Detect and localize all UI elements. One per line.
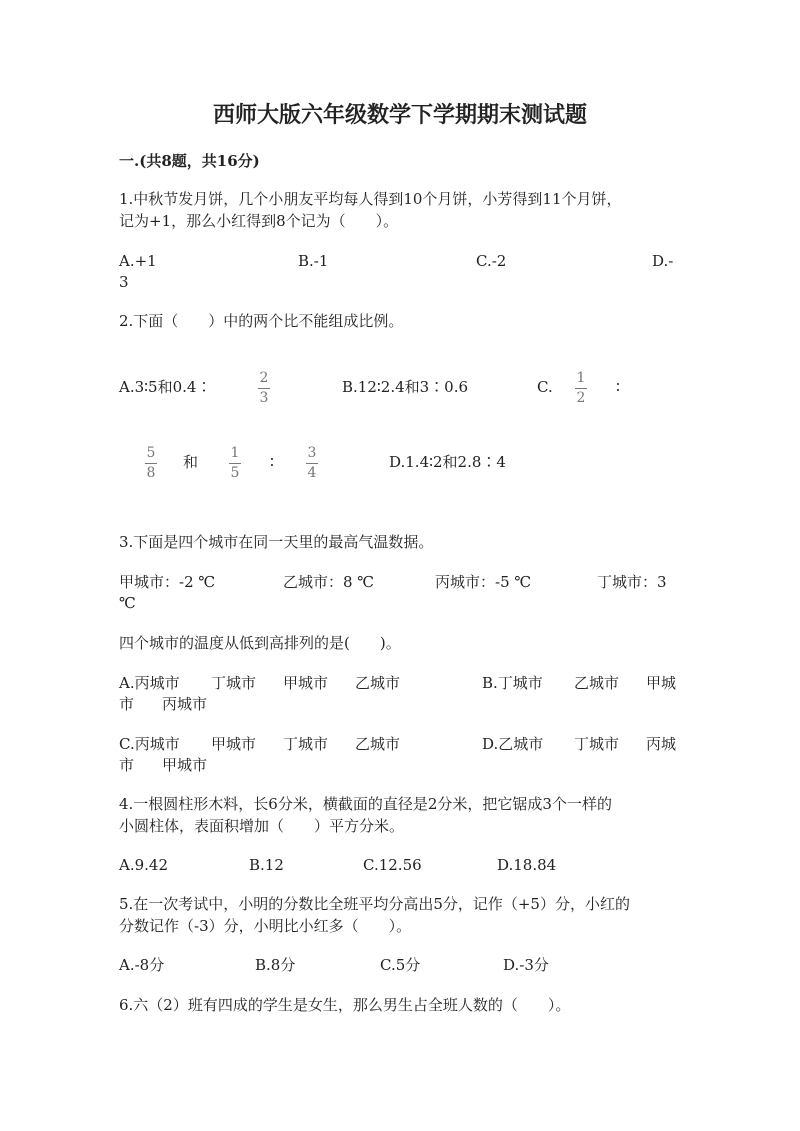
q2-stem: 2.下面（ ）中的两个比不能组成比例。 [119,312,404,330]
q1-option-d: D.- [652,252,674,270]
fraction-numerator: 5 [146,445,156,461]
q4-option-c: C.12.56 [363,856,422,874]
q1-option-b: B.-1 [298,252,329,270]
fraction-1-5 [229,445,241,482]
q3-option-c-1: C.丙城市 [119,735,180,753]
fraction-denominator: 8 [146,465,156,481]
q3-option-b-4: 市 [119,695,135,713]
q5-stem-line2: 分数记作（-3）分，小明比小红多（ ）。 [119,917,412,935]
fraction-denominator: 3 [259,390,269,406]
page-title: 西师大版六年级数学下学期期末测试题 [212,102,587,128]
q6-stem: 6.六（2）班有四成的学生是女生，那么男生占全班人数的（ ）。 [119,996,571,1014]
ratio-colon: ∶ [616,378,620,396]
q3-option-d-3: 丙城 [646,735,677,753]
q5-option-b: B.8分 [255,956,296,974]
q3-option-a-4: 乙城市 [355,674,401,692]
q5-option-a: A.-8分 [119,956,165,974]
fraction-bar [306,463,318,464]
q3-city-ding-unit: ℃ [119,594,136,612]
q3-option-d-1: D.乙城市 [482,735,544,753]
q3-option-a-1: A.丙城市 [119,674,180,692]
q3-option-c-3: 丁城市 [283,735,329,753]
q3-option-b-1: B.丁城市 [482,674,543,692]
q4-stem-line2: 小圆柱体，表面积增加（ ）平方分米。 [119,817,405,835]
q5-stem-line1: 5.在一次考试中，小明的分数比全班平均分高出5分，记作（+5）分，小红的 [119,895,630,913]
q3-option-d-5: 甲城市 [162,756,208,774]
q3-option-a-2: 丁城市 [211,674,257,692]
q1-option-d-wrap: 3 [119,273,129,291]
fraction-2-3 [258,370,270,407]
q3-option-d-2: 丁城市 [574,735,620,753]
q3-question: 四个城市的温度从低到高排列的是( )。 [119,634,401,652]
fraction-numerator: 2 [259,370,269,386]
ratio-colon: ∶ [270,453,274,471]
fraction-denominator: 2 [576,390,586,406]
q5-option-d: D.-3分 [503,956,549,974]
q3-city-ding: 丁城市：3 [597,573,667,591]
q3-option-d-4: 市 [119,756,135,774]
fraction-denominator: 4 [307,465,317,481]
q4-option-d: D.18.84 [497,856,557,874]
fraction-bar [258,388,270,389]
q3-option-c-2: 甲城市 [211,735,257,753]
q3-city-jia: 甲城市：-2 ℃ [119,573,216,591]
q3-option-b-5: 丙城市 [162,695,208,713]
q4-option-b: B.12 [249,856,284,874]
q4-option-a: A.9.42 [119,856,168,874]
q3-option-b-3: 甲城 [646,674,677,692]
q3-city-bing: 丙城市：-5 ℃ [435,573,532,591]
q3-option-a-3: 甲城市 [283,674,329,692]
section-heading: 一.(共8题，共16分) [119,152,260,170]
fraction-numerator: 3 [307,445,317,461]
q2-option-a: A.3∶5和0.4∶ [119,378,212,396]
q1-stem-line2: 记为+1，那么小红得到8个记为（ ）。 [119,212,399,230]
q3-option-c-4: 乙城市 [355,735,401,753]
fraction-3-4 [306,445,318,482]
q3-option-b-2: 乙城市 [574,674,620,692]
q1-option-c: C.-2 [476,252,507,270]
q3-stem: 3.下面是四个城市在同一天里的最高气温数据。 [119,533,434,551]
q5-option-c: C.5分 [380,956,421,974]
fraction-numerator: 1 [230,445,240,461]
fraction-bar [575,388,587,389]
fraction-numerator: 1 [576,370,586,386]
q1-stem-line1: 1.中秋节发月饼，几个小朋友平均每人得到10个月饼，小芳得到11个月饼， [119,190,622,208]
fraction-bar [229,463,241,464]
q1-option-a: A.+1 [119,252,157,270]
fraction-bar [145,463,157,464]
q3-city-yi: 乙城市：8 ℃ [283,573,375,591]
q2-option-d: D.1.4∶2和2.8∶4 [389,453,506,471]
q2-option-c: C. [537,378,553,396]
q4-stem-line1: 4.一根圆柱形木料，长6分米，横截面的直径是2分米，把它锯成3个一样的 [119,795,612,813]
fraction-5-8 [145,445,157,482]
q2-option-b: B.12∶2.4和3∶0.6 [342,378,469,396]
q2-and-text: 和 [183,453,199,471]
fraction-1-2 [575,370,587,407]
fraction-denominator: 5 [230,465,240,481]
